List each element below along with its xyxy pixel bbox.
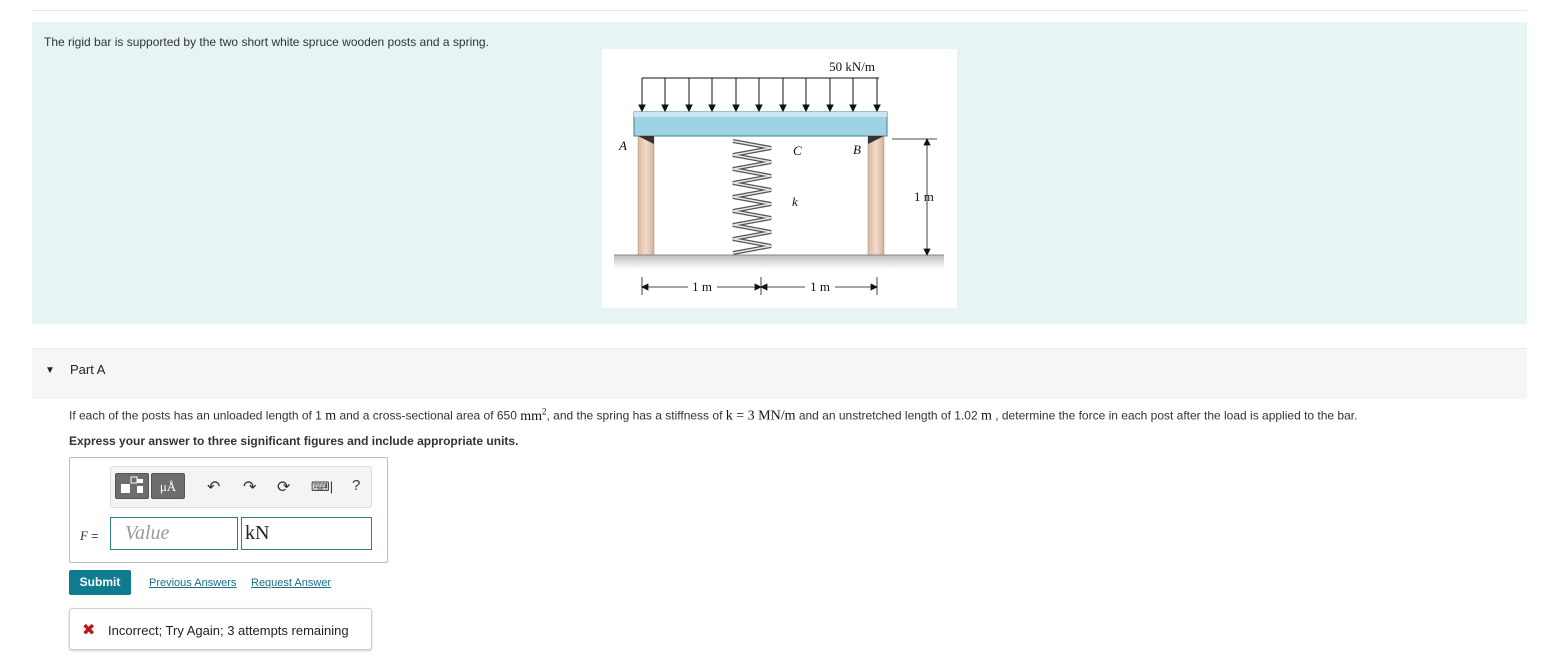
incorrect-icon: ✖ — [82, 622, 96, 639]
load-arrow — [709, 78, 715, 111]
question-text — [69, 406, 1357, 425]
question-part-5: , determine the force in each post after the load is applied to the bar. — [995, 408, 1358, 423]
question-part-4: and an unstretched length of 1.02 — [798, 408, 978, 423]
beam-diagram — [602, 49, 957, 308]
load-arrow — [850, 78, 856, 111]
load-arrow — [639, 78, 645, 111]
answer-instruction: Express your answer to three significant figures and include appropriate units. — [69, 434, 519, 448]
label-b: B — [853, 142, 861, 157]
math-toolbar — [110, 466, 372, 508]
help-button[interactable]: ? — [352, 477, 361, 494]
label-k: k — [792, 194, 798, 209]
question-part-1: If each of the posts has an unloaded length of 1 — [69, 408, 322, 423]
variable-symbol: F — [80, 528, 88, 543]
answer-box — [69, 457, 388, 563]
feedback-message: Incorrect; Try Again; 3 attempts remaining — [108, 623, 349, 638]
value-input[interactable]: Value — [110, 517, 238, 550]
area-unit-exponent: 2 — [542, 406, 547, 416]
load-arrow — [662, 78, 668, 111]
question-part-2: and a cross-sectional area of 650 — [339, 408, 517, 423]
load-arrow — [874, 78, 880, 111]
redo-icon[interactable]: ↷ — [243, 479, 257, 496]
load-arrow — [827, 78, 833, 111]
span-dimensions — [642, 277, 877, 295]
templates-icon — [116, 474, 148, 498]
question-math-2 — [520, 406, 547, 424]
units-input[interactable]: kN — [241, 517, 372, 550]
area-unit: mm — [520, 408, 543, 424]
dim-right-label: 1 m — [810, 279, 830, 294]
question-math-3: k = 3 MN/m — [725, 408, 796, 424]
undo-icon[interactable]: ↶ — [207, 479, 221, 496]
submit-button[interactable]: Submit — [69, 570, 131, 595]
request-answer-link[interactable]: Request Answer — [251, 577, 332, 589]
templates-button[interactable] — [115, 473, 149, 499]
collapse-caret-icon[interactable]: ▼ — [45, 365, 55, 376]
problem-intro-panel — [32, 22, 1527, 324]
distributed-load-arrows — [639, 78, 880, 111]
feedback-banner — [69, 608, 372, 650]
question-math-4: m — [980, 408, 992, 424]
units-button[interactable]: μÅ — [151, 473, 185, 499]
variable-label — [80, 528, 98, 544]
load-label: 50 kN/m — [829, 59, 875, 74]
load-arrow — [756, 78, 762, 111]
keyboard-icon[interactable]: ⌨| — [311, 479, 334, 494]
part-a-header[interactable] — [32, 348, 1527, 399]
previous-answers-link[interactable]: Previous Answers — [149, 577, 237, 589]
dim-left-label: 1 m — [692, 279, 712, 294]
reset-icon[interactable]: ⟳ — [277, 479, 291, 496]
right-post — [868, 136, 884, 255]
label-a: A — [619, 138, 627, 153]
equals-sign: = — [91, 529, 99, 543]
problem-figure — [602, 49, 957, 308]
question-part-3: , and the spring has a stiffness of — [546, 408, 723, 423]
load-arrow — [780, 78, 786, 111]
label-c: C — [793, 143, 802, 158]
height-label: 1 m — [914, 189, 934, 204]
question-math-1: m — [325, 408, 337, 424]
ground — [614, 255, 944, 269]
left-post — [638, 136, 654, 255]
intro-text: The rigid bar is supported by the two short white spruce wooden posts and a spring. — [44, 35, 489, 49]
top-divider — [32, 10, 1527, 11]
load-arrow — [803, 78, 809, 111]
part-title: Part A — [70, 362, 106, 377]
load-arrow — [686, 78, 692, 111]
load-arrow — [733, 78, 739, 111]
rigid-bar-highlight — [634, 112, 887, 117]
